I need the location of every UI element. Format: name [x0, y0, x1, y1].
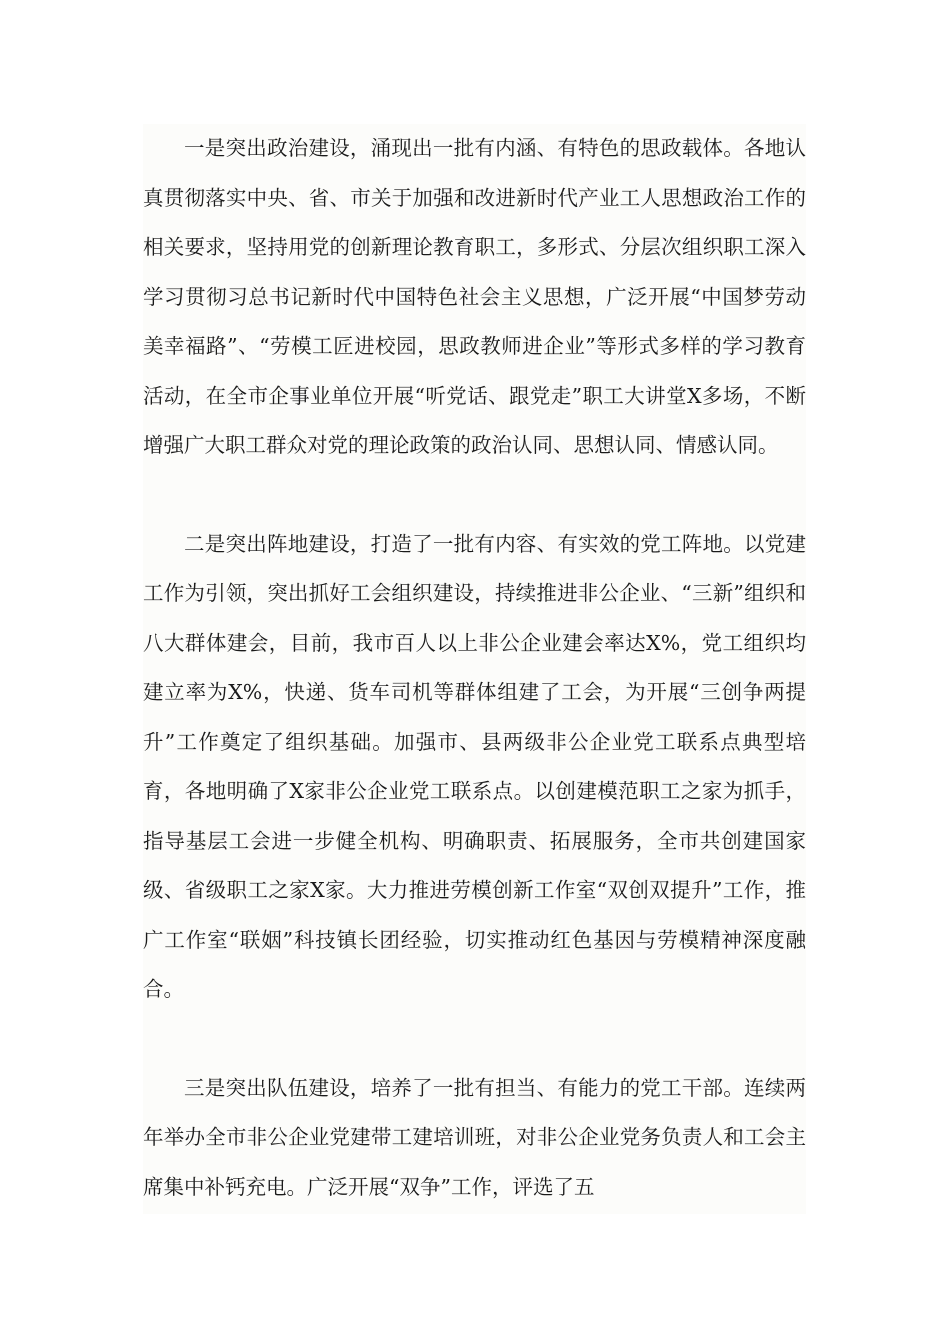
paragraph-team-building: 三是突出队伍建设，培养了一批有担当、有能力的党工干部。连续两年举办全市非公企业党建带工建培训班，对非公企业党务负责人和工会主席集中补钙充电。广泛开展“双争”工作，评选了五	[143, 1075, 806, 1199]
document-body	[143, 124, 806, 1214]
paragraph-political-building: 一是突出政治建设，涌现出一批有内涵、有特色的思政载体。各地认真贯彻落实中央、省、市关于加强和改进新时代产业工人思想政治工作的相关要求，坚持用党的创新理论教育职工，多形式、分层次组织职工深入学习贯彻习总书记新时代中国特色社会主义思想，广泛开展“中国梦劳动美幸福路”、“劳模工匠进校园，思政教师进企业”等形式多样的学习教育活动，在全市企事业单位开展“听党话、跟党走”职工大讲堂X多场，不断增强广大职工群众对党的理论政策的政治认同、思想认同、情感认同。	[143, 136, 806, 457]
paragraph-position-building: 二是突出阵地建设，打造了一批有内容、有实效的党工阵地。以党建工作为引领，突出抓好工会组织建设，持续推进非公企业、“三新”组织和八大群体建会，目前，我市百人以上非公企业建会率达X%，党工组织均建立率为X%，快递、货车司机等群体组建了工会，为开展“三创争两提升”工作奠定了组织基础。加强市、县两级非公企业党工联系点典型培育，各地明确了X家非公企业党工联系点。以创建模范职工之家为抓手，指导基层工会进一步健全机构、明确职责、拓展服务，全市共创建国家级、省级职工之家X家。大力推进劳模创新工作室“双创双提升”工作，推广工作室“联姻”科技镇长团经验，切实推动红色基因与劳模精神深度融合。	[143, 531, 806, 1001]
